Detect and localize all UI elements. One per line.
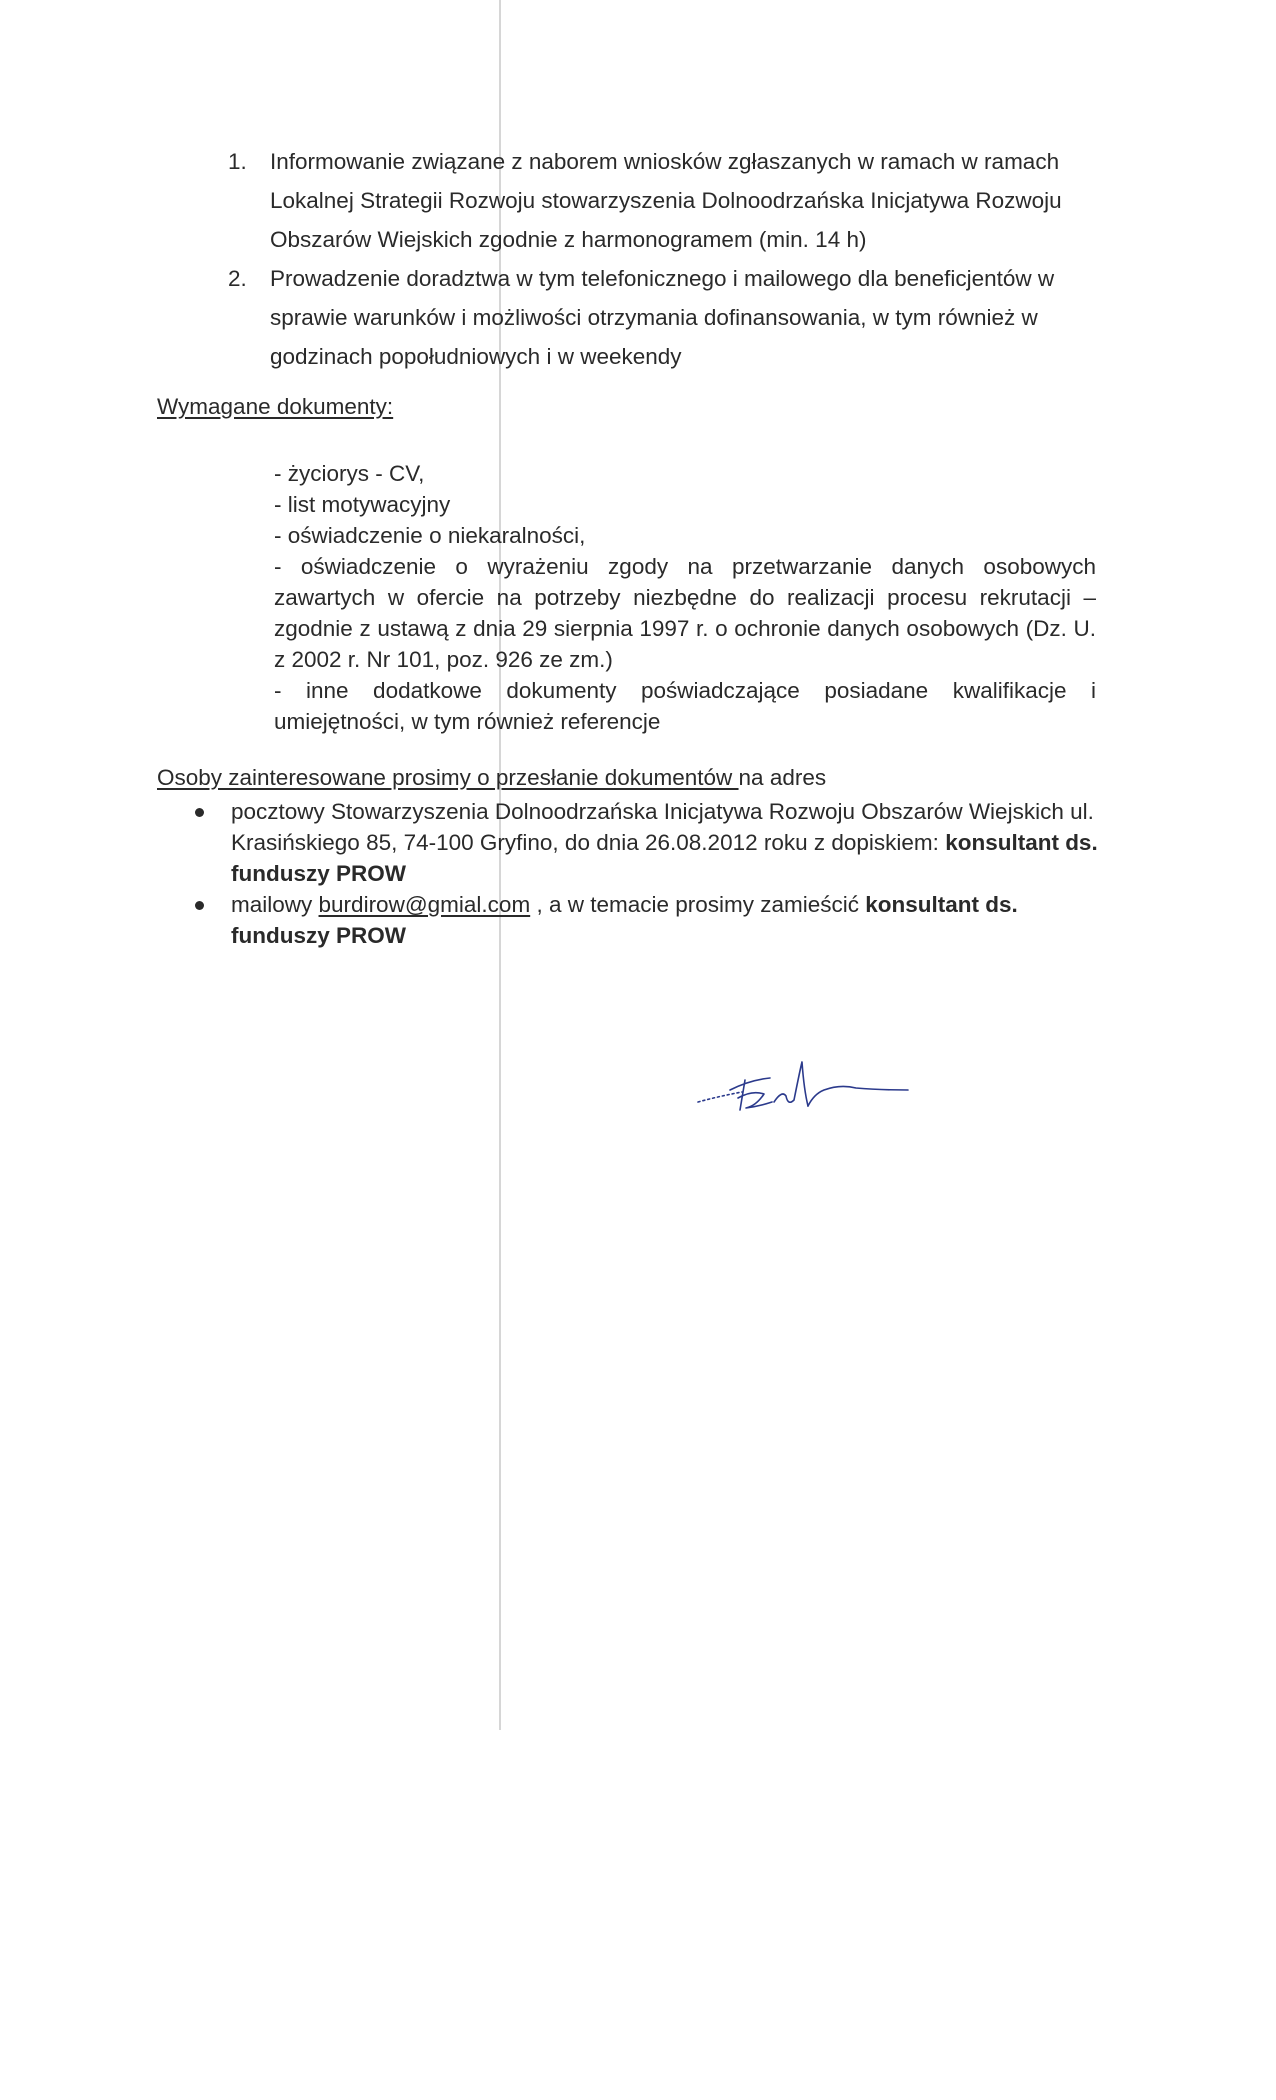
required-documents-list bbox=[274, 458, 1096, 737]
required-documents-heading: Wymagane dokumenty: bbox=[157, 394, 394, 419]
document-item: - życiorys - CV, bbox=[274, 461, 425, 486]
email-link[interactable]: burdirow@gmial.com bbox=[318, 892, 531, 917]
bullet-icon bbox=[195, 901, 204, 910]
document-item: - oświadczenie o niekaralności, bbox=[274, 523, 586, 548]
task-text: Prowadzenie doradztwa w tym telefonicznego i mailowego dla beneficjentów w sprawie warunków i możliwości otrzymania dofinansowania, w tym również w godzinach popołudniowych i w weekendy bbox=[270, 266, 1055, 369]
task-item bbox=[228, 142, 1108, 259]
tasks-list bbox=[228, 142, 1108, 376]
postal-subject: konsultant ds. funduszy PROW bbox=[231, 830, 1098, 886]
task-number: 2. bbox=[228, 266, 247, 291]
contact-methods-list bbox=[195, 796, 1100, 951]
document-item: - inne dodatkowe dokumenty poświadczające posiadane kwalifikacje i umiejętności, w tym również referencje bbox=[274, 678, 1096, 734]
bullet-icon bbox=[195, 808, 204, 817]
contact-heading-underlined: Osoby zainteresowane prosimy o przesłanie dokumentów bbox=[157, 765, 739, 790]
document-item: - oświadczenie o wyrażeniu zgody na przetwarzanie danych osobowych zawartych w ofercie na potrzeby niezbędne do realizacji procesu rekrutacji – zgodnie z ustawą z dnia 29 sierpnia 1997 r. o ochronie danych osobowych (Dz. U. z 2002 r. Nr 101, poz. 926 ze zm.) bbox=[274, 554, 1096, 672]
email-middle: , a w temacie prosimy zamieścić bbox=[530, 892, 866, 917]
task-number: 1. bbox=[228, 149, 247, 174]
contact-heading bbox=[157, 765, 826, 791]
document-item: - list motywacyjny bbox=[274, 492, 451, 517]
email-subject: konsultant ds. funduszy PROW bbox=[231, 892, 1018, 948]
handwritten-signature bbox=[690, 1050, 920, 1140]
postal-text: pocztowy Stowarzyszenia Dolnoodrzańska Inicjatywa Rozwoju Obszarów Wiejskich ul. Krasińskiego 85, 74-100 Gryfino, do dnia 26.08.2012 roku z dopiskiem: bbox=[231, 799, 1094, 855]
email-prefix: mailowy bbox=[231, 892, 319, 917]
contact-heading-rest: na adres bbox=[738, 765, 827, 790]
postal-contact-item bbox=[195, 796, 1100, 889]
task-item bbox=[228, 259, 1108, 376]
email-contact-item bbox=[195, 889, 1100, 951]
task-text: Informowanie związane z naborem wniosków zgłaszanych w ramach w ramach Lokalnej Strategii Rozwoju stowarzyszenia Dolnoodrzańska Inicjatywa Rozwoju Obszarów Wiejskich zgodnie z harmonogramem (min. 14 h) bbox=[270, 149, 1062, 252]
